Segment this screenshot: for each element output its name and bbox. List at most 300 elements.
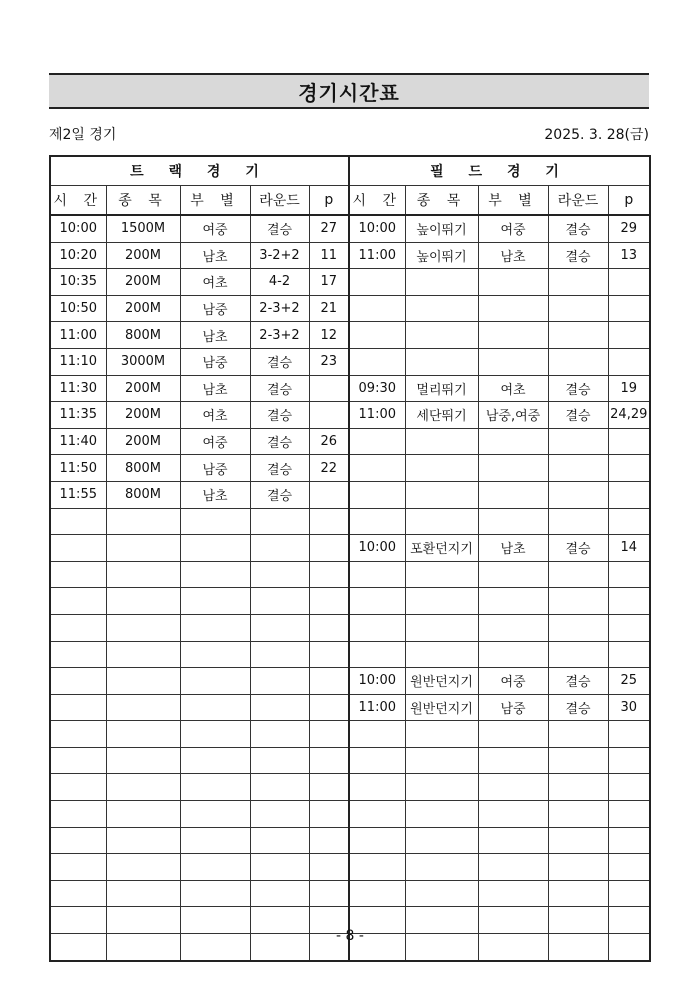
- track-page-cell: [309, 747, 349, 774]
- track-round-cell: [250, 668, 309, 695]
- track-division-cell: [180, 854, 250, 881]
- track-division-cell: 남중: [180, 455, 250, 482]
- track-time-cell: 11:00: [50, 322, 106, 349]
- table-row: [50, 295, 650, 322]
- field-time-cell: [349, 508, 405, 535]
- field-event-cell: [405, 481, 478, 508]
- track-col-time: 시 간: [50, 186, 106, 216]
- track-event-cell: [106, 801, 180, 828]
- track-division-cell: [180, 508, 250, 535]
- track-division-cell: [180, 694, 250, 721]
- field-division-cell: [478, 588, 548, 615]
- track-time-cell: 11:55: [50, 481, 106, 508]
- field-division-cell: [478, 641, 548, 668]
- field-event-cell: [405, 854, 478, 881]
- track-time-cell: [50, 801, 106, 828]
- track-time-cell: [50, 614, 106, 641]
- schedule-body: [50, 215, 650, 961]
- field-page-cell: [608, 614, 650, 641]
- track-page-cell: 12: [309, 322, 349, 349]
- track-round-cell: [250, 880, 309, 907]
- track-page-cell: 21: [309, 295, 349, 322]
- track-round-cell: [250, 854, 309, 881]
- track-page-cell: [309, 827, 349, 854]
- field-time-cell: [349, 774, 405, 801]
- track-division-cell: [180, 747, 250, 774]
- field-event-cell: [405, 295, 478, 322]
- day-label: 제2일 경기: [49, 127, 117, 143]
- track-page-cell: [309, 774, 349, 801]
- track-time-cell: [50, 747, 106, 774]
- track-event-cell: [106, 880, 180, 907]
- field-section-title: 필 드 경 기: [349, 156, 650, 186]
- title-bar: [49, 73, 649, 109]
- track-section-title: 트 랙 경 기: [50, 156, 349, 186]
- field-event-cell: [405, 827, 478, 854]
- field-time-cell: [349, 641, 405, 668]
- track-page-cell: [309, 880, 349, 907]
- field-round-cell: [548, 588, 608, 615]
- track-event-cell: [106, 588, 180, 615]
- field-round-cell: 결승: [548, 242, 608, 269]
- field-division-cell: [478, 481, 548, 508]
- field-time-cell: 09:30: [349, 375, 405, 402]
- track-event-cell: 200M: [106, 295, 180, 322]
- track-time-cell: 11:40: [50, 428, 106, 455]
- track-round-cell: [250, 588, 309, 615]
- track-time-cell: [50, 880, 106, 907]
- field-time-cell: 11:00: [349, 694, 405, 721]
- field-time-cell: 11:00: [349, 402, 405, 429]
- track-round-cell: [250, 694, 309, 721]
- table-row: [50, 348, 650, 375]
- track-round-cell: 결승: [250, 455, 309, 482]
- field-round-cell: [548, 880, 608, 907]
- section-header-row: [50, 156, 650, 186]
- field-event-cell: [405, 269, 478, 296]
- table-row: [50, 801, 650, 828]
- track-division-cell: 여중: [180, 428, 250, 455]
- page-title: 경기시간표: [298, 80, 400, 105]
- field-page-cell: 13: [608, 242, 650, 269]
- track-time-cell: 10:20: [50, 242, 106, 269]
- field-page-cell: 30: [608, 694, 650, 721]
- field-round-cell: 결승: [548, 402, 608, 429]
- track-page-cell: [309, 588, 349, 615]
- date-label: 2025. 3. 28(금): [544, 127, 649, 143]
- track-round-cell: 결승: [250, 215, 309, 242]
- track-time-cell: [50, 854, 106, 881]
- field-page-cell: 14: [608, 535, 650, 562]
- table-row: [50, 242, 650, 269]
- field-event-cell: [405, 508, 478, 535]
- track-round-cell: 결승: [250, 481, 309, 508]
- track-round-cell: [250, 614, 309, 641]
- field-time-cell: [349, 880, 405, 907]
- field-event-cell: [405, 588, 478, 615]
- field-event-cell: [405, 880, 478, 907]
- field-page-cell: 19: [608, 375, 650, 402]
- field-division-cell: [478, 508, 548, 535]
- track-event-cell: [106, 854, 180, 881]
- track-division-cell: [180, 774, 250, 801]
- field-col-event: 종 목: [405, 186, 478, 216]
- field-event-cell: 포환던지기: [405, 535, 478, 562]
- field-division-cell: [478, 747, 548, 774]
- field-col-page: p: [608, 186, 650, 216]
- track-time-cell: [50, 561, 106, 588]
- field-event-cell: [405, 322, 478, 349]
- field-division-cell: [478, 348, 548, 375]
- field-time-cell: [349, 322, 405, 349]
- field-division-cell: 여초: [478, 375, 548, 402]
- field-round-cell: [548, 827, 608, 854]
- field-round-cell: [548, 428, 608, 455]
- field-time-cell: [349, 747, 405, 774]
- field-page-cell: [608, 269, 650, 296]
- field-event-cell: 원반던지기: [405, 694, 478, 721]
- track-event-cell: 200M: [106, 269, 180, 296]
- track-page-cell: 26: [309, 428, 349, 455]
- track-round-cell: [250, 508, 309, 535]
- track-round-cell: [250, 827, 309, 854]
- track-col-page: p: [309, 186, 349, 216]
- table-row: [50, 614, 650, 641]
- track-round-cell: [250, 774, 309, 801]
- field-division-cell: [478, 854, 548, 881]
- table-row: [50, 322, 650, 349]
- table-row: [50, 588, 650, 615]
- field-division-cell: [478, 721, 548, 748]
- field-event-cell: [405, 747, 478, 774]
- track-event-cell: [106, 774, 180, 801]
- page-number: - 8 -: [336, 928, 364, 944]
- track-division-cell: 남초: [180, 375, 250, 402]
- field-division-cell: 남초: [478, 535, 548, 562]
- track-page-cell: [309, 614, 349, 641]
- track-division-cell: 여초: [180, 402, 250, 429]
- field-event-cell: 멀리뛰기: [405, 375, 478, 402]
- table-row: [50, 402, 650, 429]
- track-event-cell: 200M: [106, 402, 180, 429]
- field-event-cell: [405, 428, 478, 455]
- track-page-cell: [309, 535, 349, 562]
- track-page-cell: 17: [309, 269, 349, 296]
- field-page-cell: [608, 880, 650, 907]
- table-row: [50, 535, 650, 562]
- table-row: [50, 827, 650, 854]
- track-division-cell: 여초: [180, 269, 250, 296]
- field-division-cell: [478, 561, 548, 588]
- track-event-cell: [106, 508, 180, 535]
- field-page-cell: [608, 774, 650, 801]
- track-time-cell: [50, 641, 106, 668]
- track-page-cell: [309, 801, 349, 828]
- track-event-cell: [106, 721, 180, 748]
- track-division-cell: 남초: [180, 322, 250, 349]
- field-time-cell: [349, 455, 405, 482]
- track-page-cell: [309, 402, 349, 429]
- track-division-cell: 남초: [180, 481, 250, 508]
- field-event-cell: 높이뛰기: [405, 242, 478, 269]
- track-time-cell: 10:35: [50, 269, 106, 296]
- track-col-event: 종 목: [106, 186, 180, 216]
- field-page-cell: [608, 747, 650, 774]
- track-time-cell: [50, 588, 106, 615]
- field-event-cell: [405, 801, 478, 828]
- track-time-cell: [50, 668, 106, 695]
- track-round-cell: 결승: [250, 402, 309, 429]
- field-round-cell: [548, 455, 608, 482]
- track-time-cell: 11:30: [50, 375, 106, 402]
- field-round-cell: 결승: [548, 535, 608, 562]
- track-round-cell: 4-2: [250, 269, 309, 296]
- field-page-cell: [608, 481, 650, 508]
- field-division-cell: [478, 455, 548, 482]
- track-event-cell: 200M: [106, 242, 180, 269]
- table-row: [50, 694, 650, 721]
- track-event-cell: 800M: [106, 322, 180, 349]
- field-round-cell: [548, 269, 608, 296]
- field-time-cell: [349, 428, 405, 455]
- track-round-cell: [250, 535, 309, 562]
- field-event-cell: [405, 348, 478, 375]
- track-event-cell: [106, 641, 180, 668]
- field-round-cell: [548, 561, 608, 588]
- field-time-cell: [349, 481, 405, 508]
- table-row: [50, 668, 650, 695]
- field-page-cell: [608, 827, 650, 854]
- table-row: [50, 375, 650, 402]
- field-page-cell: [608, 455, 650, 482]
- track-page-cell: [309, 561, 349, 588]
- field-col-round: 라운드: [548, 186, 608, 216]
- track-event-cell: 200M: [106, 375, 180, 402]
- field-round-cell: [548, 774, 608, 801]
- track-event-cell: [106, 668, 180, 695]
- field-round-cell: [548, 508, 608, 535]
- track-round-cell: [250, 561, 309, 588]
- track-event-cell: 800M: [106, 455, 180, 482]
- track-time-cell: [50, 721, 106, 748]
- track-round-cell: [250, 801, 309, 828]
- track-round-cell: 3-2+2: [250, 242, 309, 269]
- track-event-cell: 1500M: [106, 215, 180, 242]
- track-time-cell: 11:35: [50, 402, 106, 429]
- table-row: [50, 481, 650, 508]
- track-round-cell: 2-3+2: [250, 295, 309, 322]
- column-header-row: [50, 186, 650, 216]
- field-page-cell: [608, 322, 650, 349]
- field-event-cell: [405, 561, 478, 588]
- table-row: [50, 721, 650, 748]
- track-page-cell: [309, 668, 349, 695]
- field-round-cell: [548, 614, 608, 641]
- track-page-cell: [309, 375, 349, 402]
- field-division-cell: [478, 801, 548, 828]
- track-division-cell: [180, 827, 250, 854]
- field-page-cell: [608, 801, 650, 828]
- track-division-cell: 남중: [180, 348, 250, 375]
- track-page-cell: [309, 481, 349, 508]
- track-event-cell: [106, 535, 180, 562]
- field-time-cell: [349, 561, 405, 588]
- track-division-cell: [180, 668, 250, 695]
- field-division-cell: 남초: [478, 242, 548, 269]
- track-division-cell: [180, 641, 250, 668]
- field-event-cell: [405, 455, 478, 482]
- field-page-cell: 25: [608, 668, 650, 695]
- track-time-cell: [50, 694, 106, 721]
- table-row: [50, 561, 650, 588]
- field-event-cell: 높이뛰기: [405, 215, 478, 242]
- field-time-cell: [349, 721, 405, 748]
- table-row: [50, 641, 650, 668]
- field-time-cell: 10:00: [349, 215, 405, 242]
- field-division-cell: [478, 827, 548, 854]
- field-round-cell: [548, 801, 608, 828]
- track-division-cell: [180, 561, 250, 588]
- track-page-cell: [309, 721, 349, 748]
- track-event-cell: [106, 747, 180, 774]
- table-row: [50, 269, 650, 296]
- field-round-cell: [548, 641, 608, 668]
- field-time-cell: 10:00: [349, 668, 405, 695]
- track-page-cell: [309, 641, 349, 668]
- field-division-cell: [478, 774, 548, 801]
- field-division-cell: [478, 880, 548, 907]
- track-division-cell: [180, 535, 250, 562]
- field-time-cell: [349, 614, 405, 641]
- track-page-cell: 27: [309, 215, 349, 242]
- track-time-cell: 11:10: [50, 348, 106, 375]
- field-round-cell: 결승: [548, 694, 608, 721]
- track-page-cell: 23: [309, 348, 349, 375]
- field-event-cell: [405, 641, 478, 668]
- field-division-cell: [478, 295, 548, 322]
- field-col-division: 부 별: [478, 186, 548, 216]
- field-division-cell: 남중,여중: [478, 402, 548, 429]
- field-round-cell: [548, 295, 608, 322]
- track-page-cell: [309, 854, 349, 881]
- field-division-cell: [478, 322, 548, 349]
- track-col-division: 부 별: [180, 186, 250, 216]
- track-round-cell: 결승: [250, 375, 309, 402]
- track-event-cell: 200M: [106, 428, 180, 455]
- track-event-cell: [106, 561, 180, 588]
- field-page-cell: [608, 428, 650, 455]
- track-page-cell: 22: [309, 455, 349, 482]
- field-page-cell: 29: [608, 215, 650, 242]
- table-row: [50, 508, 650, 535]
- track-time-cell: [50, 508, 106, 535]
- field-event-cell: [405, 774, 478, 801]
- track-division-cell: [180, 801, 250, 828]
- field-time-cell: [349, 854, 405, 881]
- track-event-cell: [106, 694, 180, 721]
- track-page-cell: [309, 508, 349, 535]
- table-row: [50, 747, 650, 774]
- field-page-cell: [608, 561, 650, 588]
- field-time-cell: 11:00: [349, 242, 405, 269]
- field-page-cell: [608, 641, 650, 668]
- table-row: [50, 854, 650, 881]
- field-round-cell: [548, 721, 608, 748]
- field-round-cell: [548, 854, 608, 881]
- track-time-cell: [50, 535, 106, 562]
- field-time-cell: [349, 295, 405, 322]
- field-time-cell: [349, 269, 405, 296]
- field-event-cell: [405, 614, 478, 641]
- track-event-cell: 3000M: [106, 348, 180, 375]
- track-division-cell: 남초: [180, 242, 250, 269]
- table-row: [50, 428, 650, 455]
- field-round-cell: [548, 348, 608, 375]
- track-event-cell: [106, 614, 180, 641]
- track-round-cell: 2-3+2: [250, 322, 309, 349]
- track-division-cell: [180, 588, 250, 615]
- field-page-cell: [608, 295, 650, 322]
- field-page-cell: [608, 721, 650, 748]
- track-round-cell: [250, 747, 309, 774]
- field-time-cell: 10:00: [349, 535, 405, 562]
- field-division-cell: 여중: [478, 668, 548, 695]
- track-time-cell: [50, 827, 106, 854]
- field-page-cell: [608, 508, 650, 535]
- table-row: [50, 215, 650, 242]
- table-row: [50, 455, 650, 482]
- field-event-cell: [405, 721, 478, 748]
- field-event-cell: 원반던지기: [405, 668, 478, 695]
- track-time-cell: 11:50: [50, 455, 106, 482]
- table-row: [50, 774, 650, 801]
- field-division-cell: 여중: [478, 215, 548, 242]
- track-page-cell: [309, 694, 349, 721]
- field-event-cell: 세단뛰기: [405, 402, 478, 429]
- field-page-cell: [608, 854, 650, 881]
- field-round-cell: [548, 481, 608, 508]
- field-time-cell: [349, 801, 405, 828]
- field-division-cell: 남중: [478, 694, 548, 721]
- track-division-cell: 여중: [180, 215, 250, 242]
- field-division-cell: [478, 614, 548, 641]
- track-event-cell: 800M: [106, 481, 180, 508]
- track-event-cell: [106, 827, 180, 854]
- track-page-cell: 11: [309, 242, 349, 269]
- field-division-cell: [478, 269, 548, 296]
- track-division-cell: [180, 880, 250, 907]
- field-round-cell: [548, 322, 608, 349]
- field-time-cell: [349, 348, 405, 375]
- field-round-cell: [548, 747, 608, 774]
- track-round-cell: 결승: [250, 428, 309, 455]
- field-round-cell: 결승: [548, 215, 608, 242]
- field-time-cell: [349, 588, 405, 615]
- track-time-cell: [50, 774, 106, 801]
- table-row: [50, 880, 650, 907]
- track-col-round: 라운드: [250, 186, 309, 216]
- field-page-cell: 24,29: [608, 402, 650, 429]
- field-col-time: 시 간: [349, 186, 405, 216]
- track-division-cell: [180, 614, 250, 641]
- field-page-cell: [608, 588, 650, 615]
- track-division-cell: [180, 721, 250, 748]
- track-round-cell: [250, 641, 309, 668]
- field-division-cell: [478, 428, 548, 455]
- track-round-cell: [250, 721, 309, 748]
- track-time-cell: 10:50: [50, 295, 106, 322]
- field-time-cell: [349, 827, 405, 854]
